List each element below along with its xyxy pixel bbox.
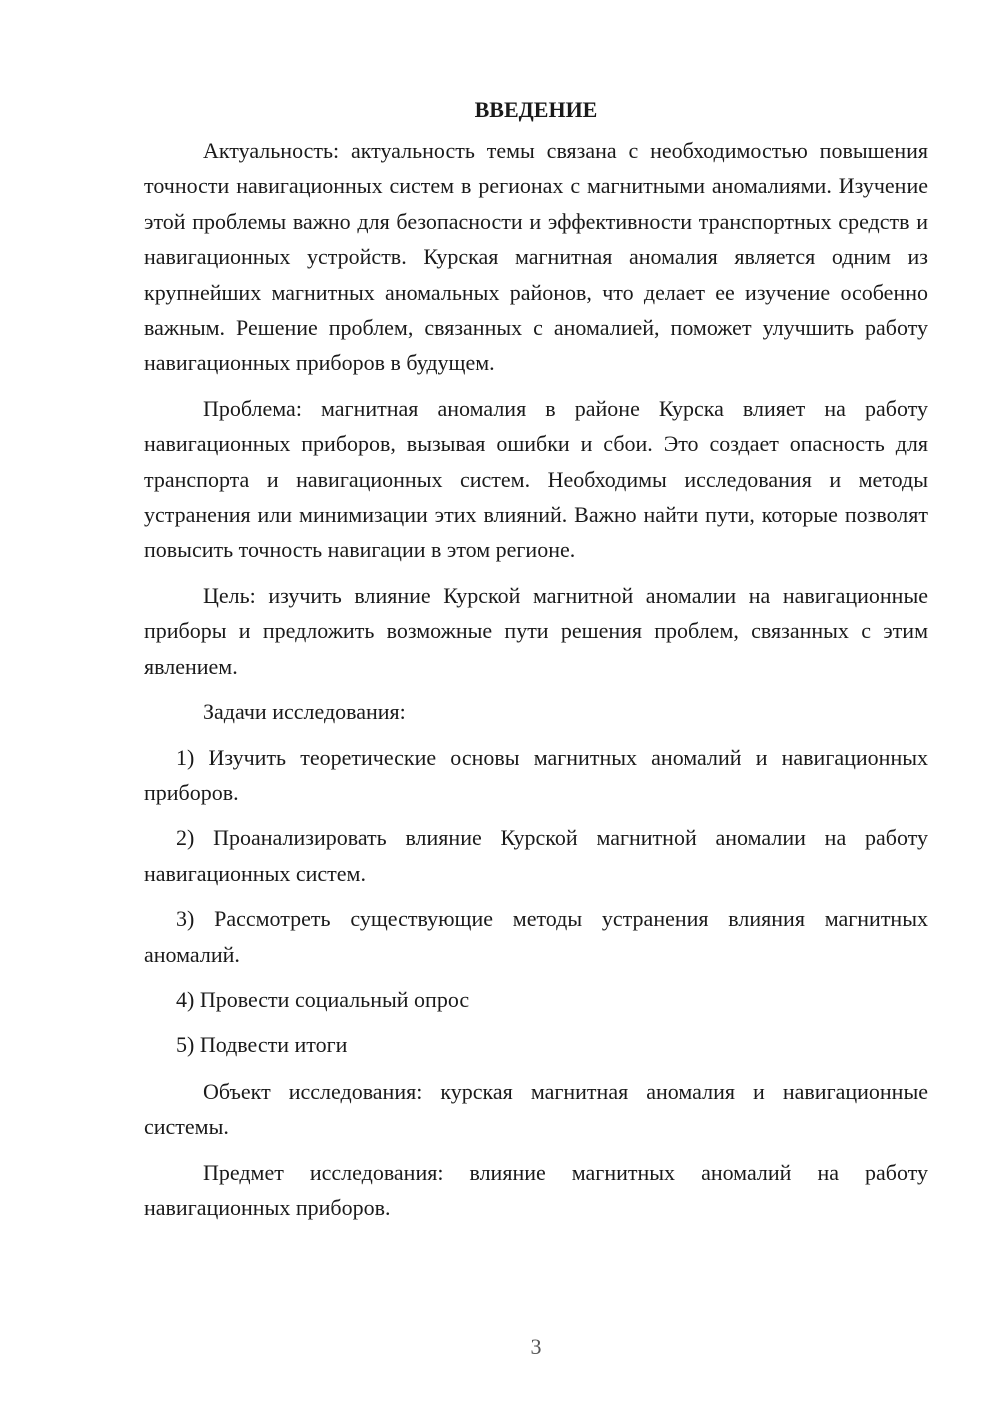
paragraph-problem: Проблема: магнитная аномалия в районе Курска влияет на работу навигационных приборов, вызывая ошибки и сбои. Это создает опасность для транспорта и навигационных систем. Необходимы исследования и методы устранения или минимизации этих влияний. Важно найти пути, которые позволят повысить точность навигации в этом регионе.: [144, 395, 928, 563]
paragraph-subject: Предмет исследования: влияние магнитных аномалий на работу навигационных приборов.: [144, 1159, 928, 1220]
page-content: [144, 92, 928, 1235]
task-item-2: 2) Проанализировать влияние Курской магнитной аномалии на работу навигационных систем.: [144, 825, 928, 886]
task-item-3: 3) Рассмотреть существующие методы устранения влияния магнитных аномалий.: [144, 906, 928, 967]
page-number: 3: [530, 1334, 542, 1359]
section-title: ВВЕДЕНИЕ: [474, 97, 598, 122]
paragraph-tasks-heading: Задачи исследования:: [203, 699, 406, 725]
paragraph-goal: Цель: изучить влияние Курской магнитной аномалии на навигационные приборы и предложить возможные пути решения проблем, связанных с этим явлением.: [144, 582, 928, 679]
paragraph-relevance: Актуальность: актуальность темы связана с необходимостью повышения точности навигационных систем в регионах с магнитными аномалиями. Изучение этой проблемы важно для безопасности и эффективности транспортных средств и навигационных устройств. Курская магнитная аномалия является одним из крупнейших магнитных аномальных районов, что делает ее изучение особенно важным. Решение проблем, связанных с аномалией, поможет улучшить работу навигационных приборов в будущем.: [144, 138, 928, 376]
paragraph-object: Объект исследования: курская магнитная аномалия и навигационные системы.: [144, 1078, 928, 1140]
task-item-4: 4) Провести социальный опрос: [176, 986, 470, 1012]
task-item-1: 1) Изучить теоретические основы магнитных аномалий и навигационных приборов.: [144, 744, 928, 805]
task-item-5: 5) Подвести итоги: [176, 1032, 348, 1058]
